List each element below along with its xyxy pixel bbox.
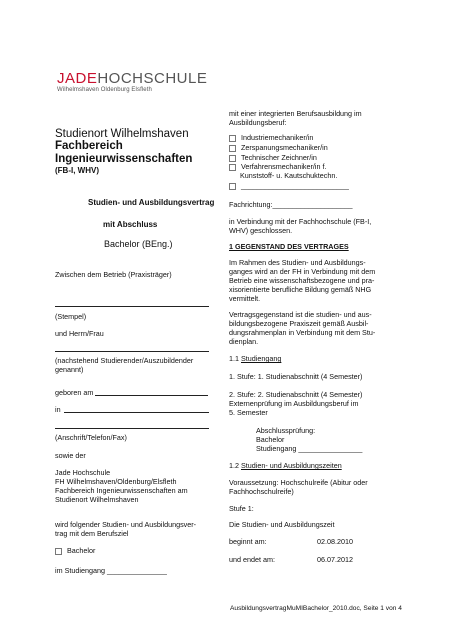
stufe-2-line: 2. Stufe: 2. Studienabschnitt (4 Semester)	[229, 390, 363, 399]
jade-address-3: Fachbereich Ingenieurwissenschaften am	[55, 486, 188, 495]
option-label: ___________________________	[241, 181, 349, 190]
wird-text: wird folgender Studien- und Ausbildungsver-	[55, 520, 197, 529]
voraussetzung-text: Voraussetzung: Hochschulreife (Abitur oder	[229, 478, 368, 487]
herr-frau-text: und Herrn/Frau	[55, 329, 104, 338]
fachrichtung-field: Fachrichtung:____________________	[229, 200, 353, 209]
jade-address-2: FH Wilhelmshaven/Oldenburg/Elsfleth	[55, 477, 177, 486]
option-zerspanungsmechaniker	[229, 143, 328, 152]
verbindung-text-2: WHV) geschlossen.	[229, 226, 293, 235]
option-technischer-zeichner	[229, 153, 317, 162]
paragraph-2-line: Vertragsgegenstand ist die studien- und aus-	[229, 310, 372, 319]
anschrift-text: (Anschrift/Telefon/Fax)	[55, 433, 127, 442]
in-label: in	[55, 405, 61, 414]
option-label: Zerspanungsmechaniker/in	[241, 143, 328, 152]
option-verfahrensmechaniker	[229, 162, 327, 171]
studiengang-field: im Studiengang _______________	[55, 566, 167, 575]
technischer-zeichner-checkbox[interactable]	[229, 155, 236, 162]
jade-hochschule-logo	[57, 70, 208, 93]
abschluss-line: Bachelor	[256, 435, 285, 444]
section-1-2-label: Studien- und Ausbildungszeiten	[241, 461, 342, 470]
ingenieur-heading: Ingenieurwissenschaften	[55, 153, 193, 165]
paragraph-1-line: xisorientierte berufliche Bildung gemäß NHG	[229, 285, 372, 294]
bachelor-label: Bachelor	[67, 546, 96, 555]
option-label: Technischer Zeichner/in	[241, 153, 317, 162]
abschluss-line: Studiengang ________________	[256, 444, 363, 453]
paragraph-2-line: dienplan.	[229, 337, 259, 346]
stufe-2-line: Externenprüfung im Ausbildungsberuf im	[229, 399, 359, 408]
name-line	[55, 351, 209, 352]
paragraph-1-line: Betrieb eine wissenschaftsbezogene und pra-	[229, 276, 375, 285]
betrieb-line	[55, 306, 209, 307]
stufe-2-line: 5. Semester	[229, 408, 268, 417]
page-footer: AusbildungsvertragMuMIBachelor_2010.doc, Seite 1 von 4	[230, 605, 402, 612]
sowie-text: sowie der	[55, 451, 86, 460]
logo-subtitle: Wilhelmshaven Oldenburg Elsfleth	[57, 87, 152, 93]
nachstehend-text: (nachstehend Studierender/Auszubildender	[55, 356, 194, 365]
paragraph-1-line: vermittelt.	[229, 294, 261, 303]
option-other	[229, 181, 349, 190]
mit-abschluss: mit Abschluss	[103, 220, 158, 229]
section-1-2-heading	[229, 461, 342, 470]
option-label: Industriemechaniker/in	[241, 133, 314, 142]
wird-text-2: trag mit dem Berufsziel	[55, 529, 129, 538]
logo-hochschule-text: HOCHSCHULE	[97, 70, 208, 87]
paragraph-2-line: bildungsbezogene Praxiszeit gemäß Ausbil-	[229, 319, 369, 328]
jade-address-1: Jade Hochschule	[55, 468, 111, 477]
beginnt-date: 02.08.2010	[317, 537, 353, 546]
geboren-line	[95, 395, 208, 396]
fb-code: (FB-I, WHV)	[55, 166, 99, 175]
dauer-text: Die Studien- und Ausbildungszeit	[229, 520, 335, 529]
zwischen-text: Zwischen dem Betrieb (Praxisträger)	[55, 270, 172, 279]
studienort-heading: Studienort Wilhelmshaven	[55, 128, 189, 140]
verfahrensmechaniker-checkbox[interactable]	[229, 164, 236, 171]
vertrag-title: Studien- und Ausbildungsvertrag	[88, 198, 215, 207]
jade-address-4: Studienort Wilhelmshaven	[55, 495, 139, 504]
section-1-2-number: 1.2	[229, 461, 241, 470]
paragraph-1-line: ganges wird an der FH in Verbindung mit dem	[229, 267, 376, 276]
section-1-1-number: 1.1	[229, 354, 241, 363]
logo-jade-text: JADE	[57, 70, 98, 87]
option-industriemechaniker	[229, 133, 313, 142]
fachbereich-heading: Fachbereich	[55, 140, 123, 152]
bachelor-option	[55, 546, 95, 555]
other-checkbox[interactable]	[229, 183, 236, 190]
paragraph-1-line: Im Rahmen des Studien- und Ausbildungs-	[229, 258, 366, 267]
section-1-heading: 1 GEGENSTAND DES VERTRAGES	[229, 242, 349, 251]
endet-label: und endet am:	[229, 555, 275, 564]
stufe-1-text: 1. Stufe: 1. Studienabschnitt (4 Semester)	[229, 372, 363, 381]
voraussetzung-text-2: Fachhochschulreife)	[229, 487, 294, 496]
option-label: Verfahrensmechaniker/in f.	[241, 162, 327, 171]
abschluss-line: Abschlussprüfung:	[256, 426, 316, 435]
paragraph-2-line: dungsrahmenplan in Verbindung mit dem Stu-	[229, 328, 376, 337]
beginnt-label: beginnt am:	[229, 537, 267, 546]
stempel-text: (Stempel)	[55, 312, 87, 321]
anschrift-line	[55, 428, 209, 429]
zerspanungsmechaniker-checkbox[interactable]	[229, 145, 236, 152]
endet-date: 06.07.2012	[317, 555, 353, 564]
section-1-1-heading	[229, 354, 281, 363]
industriemechaniker-checkbox[interactable]	[229, 135, 236, 142]
geboren-label: geboren am	[55, 388, 94, 397]
option-verfahrensmechaniker-cont: Kunststoff- u. Kautschuktechn.	[240, 171, 338, 180]
bachelor-checkbox[interactable]	[55, 548, 62, 555]
section-1-1-label: Studiengang	[241, 354, 282, 363]
intro-text: mit einer integrierten Berufsausbildung im	[229, 109, 362, 118]
verbindung-text: in Verbindung mit der Fachhochschule (FB-I,	[229, 217, 372, 226]
stufe-label: Stufe 1:	[229, 504, 254, 513]
nachstehend-text-2: genannt)	[55, 365, 84, 374]
in-line	[64, 412, 209, 413]
degree-title: Bachelor (BEng.)	[104, 239, 173, 249]
intro-text-2: Ausbildungsberuf:	[229, 118, 287, 127]
